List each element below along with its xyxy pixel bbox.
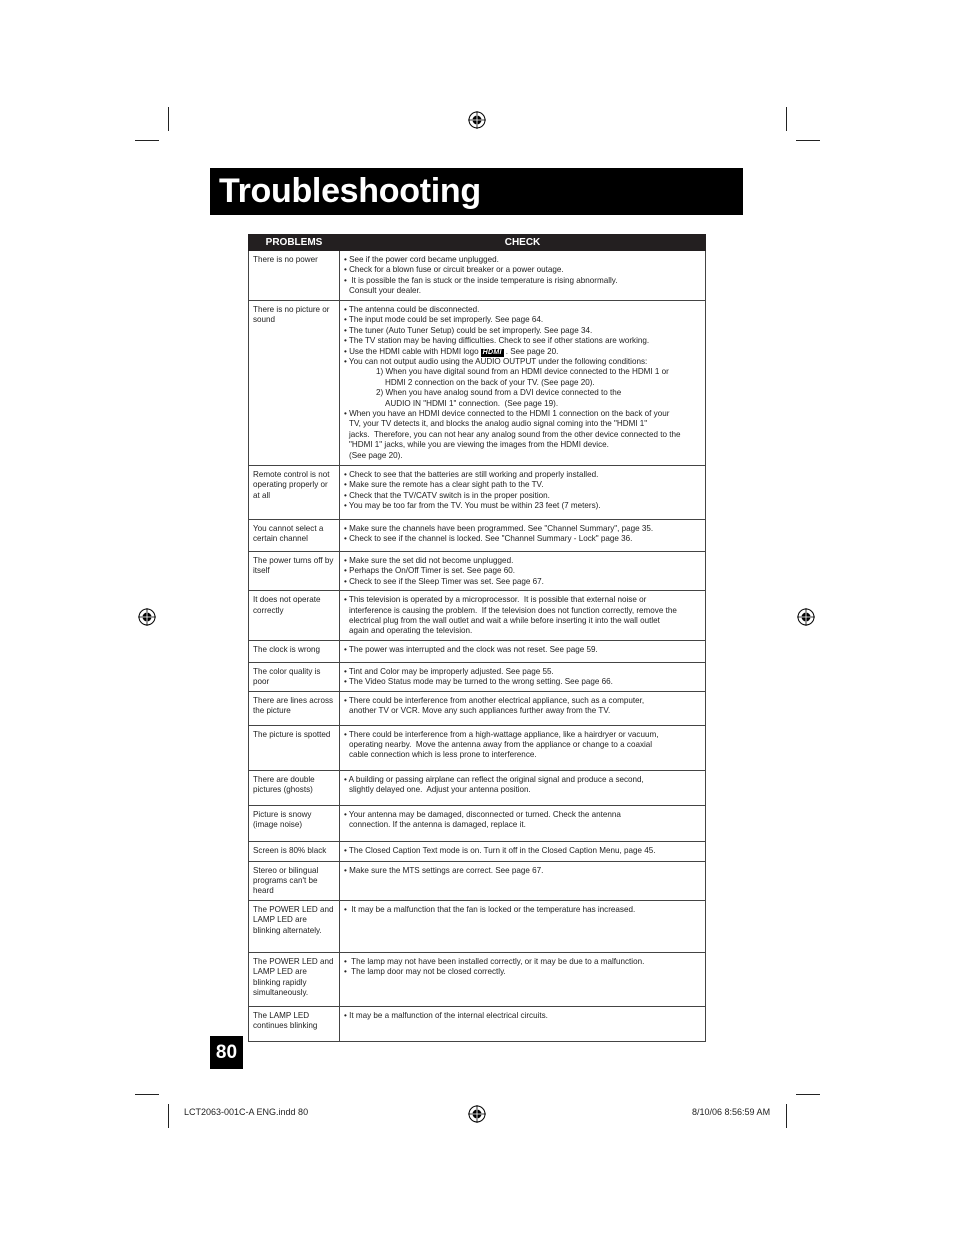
problem-cell: There is no picture or sound: [249, 301, 340, 466]
problem-cell: The LAMP LED continues blinking: [249, 1006, 340, 1041]
crop-mark: [168, 107, 169, 131]
check-line: • When you have an HDMI device connected to the HDMI 1 connection on the back of your: [344, 409, 670, 419]
table-row: [249, 520, 706, 552]
problem-cell: The color quality is poor: [249, 662, 340, 691]
check-cell: [340, 662, 706, 691]
problem-cell: Screen is 80% black: [249, 841, 340, 861]
problem-cell: The picture is spotted: [249, 725, 340, 770]
crop-mark: [786, 107, 787, 131]
table-row: [249, 251, 706, 301]
check-cell: [340, 466, 706, 520]
registration-mark-icon: [468, 1105, 486, 1123]
table-row: [249, 952, 706, 1006]
check-line: • Tint and Color may be improperly adjusted. See page 55.: [344, 666, 554, 676]
check-line-text: . See page 20.: [505, 346, 559, 356]
check-line: • The input mode could be set improperly. See page 64.: [344, 315, 544, 325]
check-line: AUDIO IN "HDMI 1" connection. (See page 19).: [385, 398, 559, 408]
table-row: [249, 770, 706, 805]
problem-cell: It does not operate correctly: [249, 591, 340, 641]
check-line: Consult your dealer.: [349, 286, 421, 296]
page-number: 80: [210, 1036, 243, 1069]
check-line: • The power was interrupted and the clock was not reset. See page 59.: [344, 644, 598, 654]
problem-cell: Stereo or bilingual programs can't be heard: [249, 861, 340, 900]
check-cell: [340, 900, 706, 952]
table-row: [249, 841, 706, 861]
check-line: • The TV station may be having difficulties. Check to see if other stations are working.: [344, 336, 650, 346]
problem-cell: Remote control is not operating properly or at all: [249, 466, 340, 520]
check-cell: [340, 591, 706, 641]
footer-date: 8/10/06 8:56:59 AM: [692, 1107, 771, 1117]
table-body: [249, 251, 706, 1042]
check-line: • This television is operated by a microprocessor. It is possible that external noise or: [344, 595, 647, 605]
check-line: again and operating the television.: [349, 626, 473, 636]
check-line: • Check that the TV/CATV switch is in the proper position.: [344, 490, 550, 500]
check-cell: [340, 841, 706, 861]
check-cell: [340, 805, 706, 841]
check-line: • Make sure the set did not become unplugged.: [344, 556, 514, 565]
check-line: [344, 347, 702, 357]
check-line: • A building or passing airplane can reflect the original signal and produce a second,: [344, 774, 644, 784]
problems-header: PROBLEMS: [249, 235, 340, 251]
check-line: • Make sure the MTS settings are correct. See page 67.: [344, 865, 544, 875]
table-row: [249, 466, 706, 520]
problem-cell: The POWER LED and LAMP LED are blinking rapidly simultaneously.: [249, 952, 340, 1006]
check-cell: [340, 552, 706, 591]
problem-cell: The clock is wrong: [249, 640, 340, 662]
check-line: cable connection which is less prone to interference.: [349, 750, 537, 760]
check-line-text: • Use the HDMI cable with HDMI logo: [344, 346, 479, 356]
crop-mark: [796, 1094, 820, 1095]
check-cell: [340, 725, 706, 770]
table-row: [249, 662, 706, 691]
problem-cell: There are double pictures (ghosts): [249, 770, 340, 805]
check-line: jacks. Therefore, you can not hear any analog sound from the other device connected to the: [349, 429, 681, 439]
check-line: • Make sure the remote has a clear sight path to the TV.: [344, 480, 544, 490]
table-row: [249, 861, 706, 900]
check-line: 1) When you have digital sound from an HDMI device connected to the HDMI 1 or: [376, 367, 669, 377]
problem-cell: Picture is snowy (image noise): [249, 805, 340, 841]
check-line: • Check for a blown fuse or circuit breaker or a power outage.: [344, 265, 564, 275]
check-line: • The Video Status mode may be turned to the wrong setting. See page 66.: [344, 677, 613, 687]
page-title: Troubleshooting: [219, 172, 481, 210]
check-line: • Check to see if the Sleep Timer was set. See page 67.: [344, 576, 544, 586]
check-cell: [340, 691, 706, 725]
check-line: TV, your TV detects it, and blocks the analog audio signal coming into the "HDMI 1": [349, 419, 648, 429]
check-line: • There could be interference from a high-wattage appliance, like a hairdryer or vacuum,: [344, 729, 659, 739]
table-row: [249, 552, 706, 591]
crop-mark: [168, 1104, 169, 1128]
table-row: [249, 640, 706, 662]
check-cell: [340, 770, 706, 805]
check-line: • Check to see if the channel is locked. See "Channel Summary - Lock" page 36.: [344, 534, 633, 544]
check-line: (See page 20).: [349, 450, 403, 460]
check-line: connection. If the antenna is damaged, replace it.: [349, 820, 526, 830]
check-line: • Check to see that the batteries are still working and properly installed.: [344, 470, 599, 479]
check-line: • Perhaps the On/Off Timer is set. See page 60.: [344, 566, 515, 576]
check-line: • You may be too far from the TV. You must be within 23 feet (7 meters).: [344, 501, 601, 511]
troubleshooting-table: [248, 234, 706, 1042]
table-row: [249, 725, 706, 770]
check-line: interference is causing the problem. If the television does not function correctly, remove the: [349, 605, 677, 615]
check-cell: [340, 861, 706, 900]
check-cell: [340, 520, 706, 552]
table-row: [249, 301, 706, 466]
table-header-row: [249, 235, 706, 251]
check-line: • The antenna could be disconnected.: [344, 305, 480, 314]
check-line: • Your antenna may be damaged, disconnected or turned. Check the antenna: [344, 809, 621, 819]
registration-mark-icon: [138, 608, 156, 626]
check-header: CHECK: [340, 235, 706, 251]
problem-cell: The power turns off by itself: [249, 552, 340, 591]
check-line: • It is possible the fan is stuck or the inside temperature is rising abnormally.: [344, 275, 618, 285]
check-line: "HDMI 1" jacks, while you are viewing the images from the HDMI device.: [349, 440, 609, 450]
check-line: • Make sure the channels have been programmed. See "Channel Summary", page 35.: [344, 524, 654, 533]
hdmi-logo-icon: HDMI: [482, 348, 502, 356]
check-line: • It may be a malfunction that the fan is locked or the temperature has increased.: [344, 904, 636, 914]
check-line: slightly delayed one. Adjust your antenna position.: [349, 785, 531, 795]
check-cell: [340, 952, 706, 1006]
problem-cell: There is no power: [249, 251, 340, 301]
footer-file: LCT2063-001C-A ENG.indd 80: [184, 1107, 309, 1117]
check-line: • You can not output audio using the AUDIO OUTPUT under the following conditions:: [344, 357, 648, 367]
table-row: [249, 691, 706, 725]
registration-mark-icon: [797, 608, 815, 626]
problem-cell: You cannot select a certain channel: [249, 520, 340, 552]
check-line: • The lamp may not have been installed correctly, or it may be due to a malfunction.: [344, 956, 645, 966]
check-line: • There could be interference from another electrical appliance, such as a computer,: [344, 695, 645, 705]
registration-mark-icon: [468, 111, 486, 129]
title-banner: [210, 168, 743, 215]
check-line: • See if the power cord became unplugged.: [344, 255, 499, 264]
check-line: electrical plug from the wall outlet and wait a while before inserting it into the wall outlet: [349, 616, 660, 626]
check-line: 2) When you have analog sound from a DVI device connected to the: [376, 388, 622, 398]
crop-mark: [796, 140, 820, 141]
table-row: [249, 805, 706, 841]
crop-mark: [786, 1104, 787, 1128]
problem-cell: There are lines across the picture: [249, 691, 340, 725]
check-cell: [340, 1006, 706, 1041]
crop-mark: [135, 140, 159, 141]
check-line: • The lamp door may not be closed correctly.: [344, 967, 506, 977]
table-row: [249, 1006, 706, 1041]
problem-cell: The POWER LED and LAMP LED are blinking alternately.: [249, 900, 340, 952]
table-row: [249, 900, 706, 952]
check-cell: [340, 301, 706, 466]
check-line: • The tuner (Auto Tuner Setup) could be set improperly. See page 34.: [344, 325, 593, 335]
check-cell: [340, 640, 706, 662]
check-line: operating nearby. Move the antenna away from the appliance or change to a coaxial: [349, 740, 653, 750]
check-line: • It may be a malfunction of the internal electrical circuits.: [344, 1010, 548, 1020]
check-line: HDMI 2 connection on the back of your TV. (See page 20).: [385, 377, 595, 387]
crop-mark: [135, 1094, 159, 1095]
check-line: another TV or VCR. Move any such appliances further away from the TV.: [349, 706, 611, 716]
check-cell: [340, 251, 706, 301]
check-line: • The Closed Caption Text mode is on. Turn it off in the Closed Caption Menu, page 45.: [344, 845, 656, 855]
table-row: [249, 591, 706, 641]
